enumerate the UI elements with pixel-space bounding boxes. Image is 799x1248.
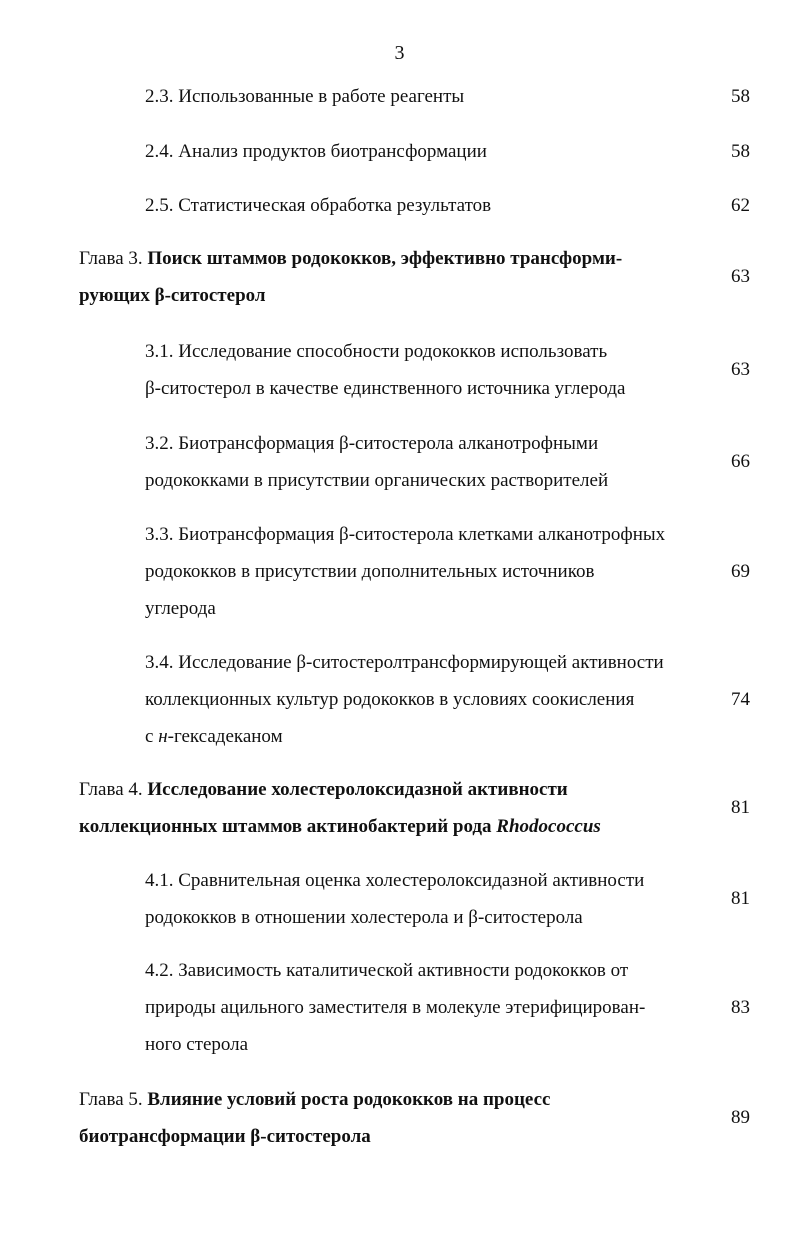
toc-entry-3-3[interactable] [0, 516, 799, 627]
toc-entry-title-cont: β-ситостерол в качестве единственного источника углерода [145, 378, 626, 399]
chapter-title-cont: коллекционных штаммов актинобактерий рода [79, 816, 497, 837]
toc-entry-title-cont: коллекционных культур родококков в условиях соокисления [145, 689, 635, 710]
toc-page-number: 81 [731, 888, 750, 909]
toc-chapter-3[interactable] [0, 240, 799, 314]
toc-entry-4-1[interactable] [0, 862, 799, 936]
toc-entry-3-4[interactable] [0, 644, 799, 755]
toc-entry-title-cont: родококков в присутствии дополнительных источников [145, 561, 595, 582]
chapter-prefix: Глава 3. [79, 248, 148, 269]
toc-entry-title-cont: родококков в отношении холестерола и β-ситостерола [145, 907, 583, 928]
toc-entry-title: 2.4. Анализ продуктов биотрансформации [145, 141, 487, 162]
chapter-title: Исследование холестеролоксидазной активности [147, 779, 568, 800]
toc-entry-title: 2.5. Статистическая обработка результатов [145, 195, 492, 216]
toc-entry-3-1[interactable] [0, 333, 799, 407]
toc-entry-title-cont: родококками в присутствии органических растворителей [145, 470, 609, 491]
toc-page-number: 89 [731, 1107, 750, 1128]
toc-entry-title: 3.4. Исследование β-ситостеролтрансформирующей активности [145, 652, 664, 673]
toc-entry-title-cont: углерода [145, 598, 216, 619]
toc-page-number: 69 [731, 561, 750, 582]
toc-page-number: 81 [731, 797, 750, 818]
toc-entry-title-cont: природы ацильного заместителя в молекуле этерифицирован- [145, 997, 646, 1018]
toc-page-number: 62 [731, 195, 750, 216]
chapter-title: Поиск штаммов родококков, эффективно трансформи- [147, 248, 623, 269]
toc-entry-2-3[interactable] [0, 78, 799, 115]
toc-entry-title: 3.1. Исследование способности родококков использовать [145, 341, 608, 362]
toc-entry-title: 4.1. Сравнительная оценка холестеролоксидазной активности [145, 870, 645, 891]
toc-chapter-5[interactable] [0, 1081, 799, 1155]
toc-entry-title: 3.2. Биотрансформация β-ситостерола алканотрофными [145, 433, 599, 454]
toc-entry-title-cont: -гексадеканом [167, 726, 283, 747]
toc-page-number: 74 [731, 689, 750, 710]
toc-page-number: 63 [731, 359, 750, 380]
toc-page-number: 83 [731, 997, 750, 1018]
toc-entry-4-2[interactable] [0, 952, 799, 1063]
genus-name: Rhodococcus [496, 816, 601, 837]
toc-entry-2-5[interactable] [0, 187, 799, 224]
toc-entry-3-2[interactable] [0, 425, 799, 499]
toc-entry-2-4[interactable] [0, 133, 799, 170]
toc-page-number: 63 [731, 266, 750, 287]
chapter-title-cont: рующих β-ситостерол [79, 285, 266, 306]
toc-page-number: 66 [731, 451, 750, 472]
toc-page-number: 58 [731, 141, 750, 162]
chapter-title-cont: биотрансформации β-ситостерола [79, 1126, 371, 1147]
toc-entry-title: 3.3. Биотрансформация β-ситостерола клетками алканотрофных [145, 524, 666, 545]
chapter-prefix: Глава 4. [79, 779, 148, 800]
toc-entry-title: 2.3. Использованные в работе реагенты [145, 86, 465, 107]
chapter-prefix: Глава 5. [79, 1089, 148, 1110]
toc-page-number: 58 [731, 86, 750, 107]
toc-chapter-4[interactable] [0, 771, 799, 845]
page-number: 3 [394, 42, 405, 64]
toc-entry-title: 4.2. Зависимость каталитической активности родококков от [145, 960, 629, 981]
chapter-title: Влияние условий роста родококков на процесс [147, 1089, 551, 1110]
toc-entry-title-cont: ного стерола [145, 1034, 249, 1055]
italic-prefix: н [158, 726, 168, 747]
toc-entry-title-cont: с [145, 726, 159, 747]
